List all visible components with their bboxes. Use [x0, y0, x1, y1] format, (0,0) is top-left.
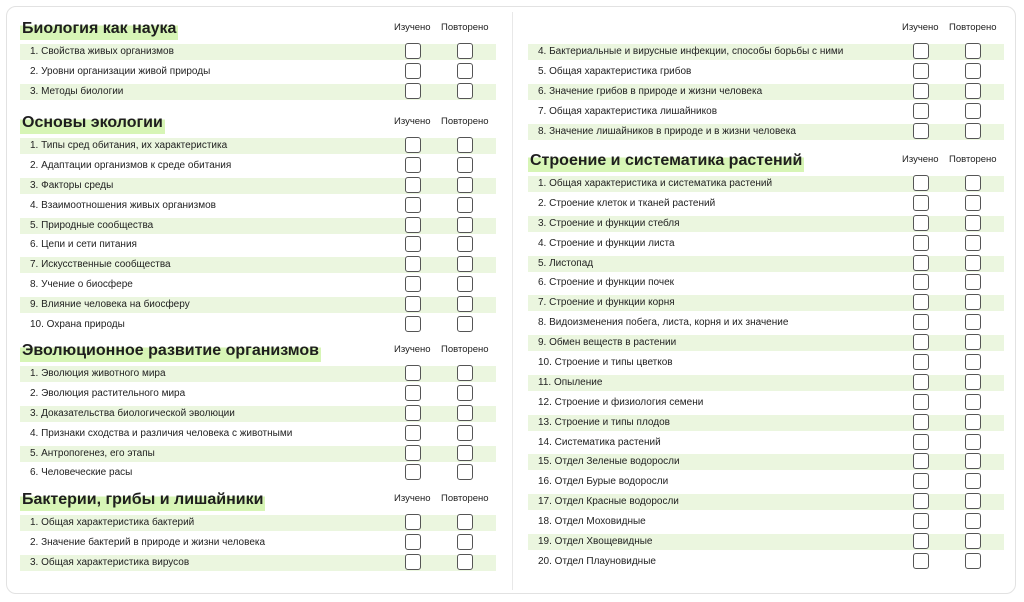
topic-list [20, 513, 496, 573]
topic-list [528, 42, 1004, 141]
topic-row [20, 156, 496, 176]
section-header [20, 489, 496, 513]
topic-list [20, 42, 496, 102]
topic-row [20, 463, 496, 483]
topic-row [528, 433, 1004, 453]
topic-label: 7. Общая характеристика лишайников [538, 105, 718, 117]
topic-row [528, 174, 1004, 194]
topic-row [20, 216, 496, 236]
studied-checkbox[interactable] [913, 394, 929, 410]
topic-row [20, 42, 496, 62]
topic-row [20, 553, 496, 573]
repeated-checkbox[interactable] [965, 533, 981, 549]
repeated-checkbox[interactable] [965, 123, 981, 139]
studied-checkbox[interactable] [913, 493, 929, 509]
repeated-column-label: Повторено [441, 344, 489, 355]
studied-checkbox[interactable] [913, 294, 929, 310]
row-highlight [528, 256, 1004, 272]
repeated-checkbox[interactable] [965, 334, 981, 350]
topic-row [20, 235, 496, 255]
repeated-checkbox[interactable] [965, 235, 981, 251]
studied-column-label: Изучено [394, 22, 431, 33]
studied-checkbox[interactable] [913, 374, 929, 390]
section-title: Эволюционное развитие организмов [20, 340, 321, 362]
topic-label: 12. Строение и физиология семени [538, 396, 704, 408]
studied-checkbox[interactable] [405, 554, 421, 570]
studied-checkbox[interactable] [913, 175, 929, 191]
topic-label: 3. Общая характеристика вирусов [30, 556, 190, 568]
topic-row [528, 62, 1004, 82]
studied-checkbox[interactable] [405, 534, 421, 550]
repeated-checkbox[interactable] [965, 103, 981, 119]
studied-checkbox[interactable] [405, 236, 421, 252]
studied-checkbox[interactable] [405, 365, 421, 381]
topic-row [528, 254, 1004, 274]
topic-row [20, 533, 496, 553]
topic-row [528, 552, 1004, 572]
studied-checkbox[interactable] [405, 197, 421, 213]
studied-checkbox[interactable] [405, 177, 421, 193]
topic-row [528, 234, 1004, 254]
topic-label: 1. Эволюция животного мира [30, 368, 166, 379]
studied-checkbox[interactable] [405, 63, 421, 79]
topic-label: 5. Природные сообщества [30, 219, 154, 231]
topic-list [20, 364, 496, 483]
topic-label: 8. Видоизменения побега, листа, корня и их значение [538, 317, 789, 329]
studied-checkbox[interactable] [405, 157, 421, 173]
studied-checkbox[interactable] [405, 137, 421, 153]
studied-checkbox[interactable] [405, 43, 421, 59]
checklist-section [20, 489, 496, 573]
topic-label: 2. Адаптации организмов к среде обитания [30, 159, 232, 171]
topic-row [20, 295, 496, 315]
repeated-column-label: Повторено [949, 154, 997, 165]
repeated-checkbox[interactable] [457, 217, 473, 233]
section-header [528, 150, 1004, 174]
studied-column-label: Изучено [394, 493, 431, 504]
repeated-checkbox[interactable] [965, 175, 981, 191]
topic-label: 16. Отдел Бурые водоросли [538, 476, 669, 488]
topic-label: 9. Обмен веществ в растении [538, 337, 677, 349]
topic-label: 1. Общая характеристика бактерий [30, 517, 195, 528]
topic-row [528, 313, 1004, 333]
checklist-section [528, 150, 1004, 572]
section-title: Биология как наука [20, 18, 178, 40]
repeated-checkbox[interactable] [457, 43, 473, 59]
topic-label: 4. Взаимоотношения живых организмов [30, 199, 216, 211]
studied-checkbox[interactable] [913, 414, 929, 430]
repeated-checkbox[interactable] [457, 534, 473, 550]
topic-row [528, 82, 1004, 102]
repeated-checkbox[interactable] [965, 83, 981, 99]
topic-row [528, 194, 1004, 214]
repeated-column-label: Повторено [949, 22, 997, 33]
section-header [20, 340, 496, 364]
topic-label: 8. Учение о биосфере [30, 279, 133, 291]
studied-checkbox[interactable] [913, 314, 929, 330]
studied-checkbox[interactable] [913, 43, 929, 59]
topic-row [528, 373, 1004, 393]
repeated-checkbox[interactable] [965, 354, 981, 370]
studied-checkbox[interactable] [405, 425, 421, 441]
repeated-checkbox[interactable] [457, 157, 473, 173]
topic-row [20, 136, 496, 156]
studied-checkbox[interactable] [405, 256, 421, 272]
topic-label: 6. Человеческие расы [30, 467, 133, 479]
topic-row [528, 393, 1004, 413]
repeated-column-label: Повторено [441, 116, 489, 127]
topic-row [528, 492, 1004, 512]
topic-row [528, 472, 1004, 492]
topic-row [528, 102, 1004, 122]
topic-row [20, 444, 496, 464]
studied-checkbox[interactable] [913, 123, 929, 139]
topic-row [20, 255, 496, 275]
section-header [20, 112, 496, 136]
repeated-checkbox[interactable] [457, 63, 473, 79]
topic-row [528, 512, 1004, 532]
studied-checkbox[interactable] [913, 513, 929, 529]
topic-label: 6. Строение и функции почек [538, 277, 675, 289]
repeated-checkbox[interactable] [965, 553, 981, 569]
repeated-checkbox[interactable] [457, 445, 473, 461]
topic-row [528, 333, 1004, 353]
topic-label: 10. Строение и типы цветков [538, 357, 673, 369]
column-divider [512, 12, 513, 590]
section-title: Основы экологии [20, 112, 165, 134]
topic-row [528, 452, 1004, 472]
studied-checkbox[interactable] [405, 514, 421, 530]
repeated-checkbox[interactable] [457, 554, 473, 570]
studied-checkbox[interactable] [913, 274, 929, 290]
topic-label: 14. Систематика растений [538, 436, 661, 448]
studied-checkbox[interactable] [913, 533, 929, 549]
studied-checkbox[interactable] [913, 354, 929, 370]
repeated-checkbox[interactable] [457, 83, 473, 99]
repeated-checkbox[interactable] [457, 425, 473, 441]
topic-label: 17. Отдел Красные водоросли [538, 496, 679, 508]
repeated-checkbox[interactable] [965, 43, 981, 59]
topic-label: 5. Общая характеристика грибов [538, 65, 692, 77]
repeated-checkbox[interactable] [965, 513, 981, 529]
studied-checkbox[interactable] [913, 473, 929, 489]
topic-row [20, 315, 496, 335]
repeated-checkbox[interactable] [457, 236, 473, 252]
studied-column-label: Изучено [394, 344, 431, 355]
repeated-checkbox[interactable] [457, 256, 473, 272]
topic-label: 3. Доказательства биологической эволюции [30, 407, 235, 419]
topic-list [20, 136, 496, 335]
checklist-section [528, 18, 1004, 141]
repeated-checkbox[interactable] [457, 316, 473, 332]
topic-label: 2. Строение клеток и тканей растений [538, 197, 716, 209]
studied-checkbox[interactable] [913, 215, 929, 231]
topic-label: 1. Свойства живых организмов [30, 46, 174, 57]
studied-checkbox[interactable] [913, 453, 929, 469]
studied-checkbox[interactable] [405, 385, 421, 401]
studied-checkbox[interactable] [913, 434, 929, 450]
topic-label: 8. Значение лишайников в природе и в жизни человека [538, 125, 796, 137]
studied-checkbox[interactable] [405, 464, 421, 480]
checklist-section [20, 18, 496, 102]
repeated-checkbox[interactable] [965, 63, 981, 79]
repeated-column-label: Повторено [441, 493, 489, 504]
topic-label: 15. Отдел Зеленые водоросли [538, 456, 680, 468]
topic-row [528, 122, 1004, 142]
section-header [20, 18, 496, 42]
repeated-checkbox[interactable] [965, 493, 981, 509]
topic-row [528, 214, 1004, 234]
section-title: Бактерии, грибы и лишайники [20, 489, 265, 511]
topic-row [20, 196, 496, 216]
topic-label: 19. Отдел Хвощевидные [538, 536, 653, 548]
studied-checkbox[interactable] [405, 296, 421, 312]
repeated-checkbox[interactable] [457, 514, 473, 530]
topic-label: 6. Цепи и сети питания [30, 239, 137, 251]
repeated-checkbox[interactable] [965, 394, 981, 410]
studied-column-label: Изучено [902, 154, 939, 165]
topic-label: 3. Методы биологии [30, 85, 124, 97]
topic-label: 2. Уровни организации живой природы [30, 65, 211, 77]
topic-label: 3. Строение и функции стебля [538, 217, 680, 229]
topic-row [20, 364, 496, 384]
studied-checkbox[interactable] [913, 255, 929, 271]
topic-label: 2. Эволюция растительного мира [30, 387, 186, 399]
repeated-checkbox[interactable] [965, 294, 981, 310]
repeated-checkbox[interactable] [965, 473, 981, 489]
topic-label: 7. Искусственные сообщества [30, 259, 171, 271]
repeated-checkbox[interactable] [965, 453, 981, 469]
studied-checkbox[interactable] [913, 235, 929, 251]
topic-row [528, 293, 1004, 313]
repeated-checkbox[interactable] [457, 464, 473, 480]
repeated-checkbox[interactable] [457, 296, 473, 312]
studied-column-label: Изучено [394, 116, 431, 127]
topic-label: 2. Значение бактерий в природе и жизни человека [30, 536, 266, 548]
checklist-section [20, 340, 496, 483]
topic-label: 13. Строение и типы плодов [538, 416, 670, 428]
repeated-checkbox[interactable] [965, 314, 981, 330]
topic-row [528, 273, 1004, 293]
repeated-checkbox[interactable] [965, 374, 981, 390]
topic-row [528, 353, 1004, 373]
topic-row [528, 42, 1004, 62]
checklist-section [20, 112, 496, 335]
studied-checkbox[interactable] [405, 276, 421, 292]
section-title: Строение и систематика растений [528, 150, 804, 172]
topic-label: 4. Признаки сходства и различия человека с животными [30, 427, 293, 439]
studied-checkbox[interactable] [913, 334, 929, 350]
studied-checkbox[interactable] [913, 103, 929, 119]
topic-row [20, 424, 496, 444]
topic-row [528, 413, 1004, 433]
topic-row [20, 513, 496, 533]
repeated-column-label: Повторено [441, 22, 489, 33]
topic-label: 20. Отдел Плауновидные [538, 555, 656, 567]
studied-checkbox[interactable] [405, 445, 421, 461]
studied-column-label: Изучено [902, 22, 939, 33]
repeated-checkbox[interactable] [965, 195, 981, 211]
repeated-checkbox[interactable] [965, 215, 981, 231]
topic-label: 5. Антропогенез, его этапы [30, 447, 155, 459]
repeated-checkbox[interactable] [457, 276, 473, 292]
topic-row [20, 275, 496, 295]
repeated-checkbox[interactable] [457, 177, 473, 193]
repeated-checkbox[interactable] [457, 197, 473, 213]
topic-label: 3. Факторы среды [30, 179, 114, 191]
studied-checkbox[interactable] [405, 217, 421, 233]
topic-list [528, 174, 1004, 572]
topic-row [20, 62, 496, 82]
topic-row [20, 176, 496, 196]
repeated-checkbox[interactable] [965, 274, 981, 290]
studied-checkbox[interactable] [913, 63, 929, 79]
studied-checkbox[interactable] [405, 83, 421, 99]
repeated-checkbox[interactable] [457, 137, 473, 153]
repeated-checkbox[interactable] [457, 405, 473, 421]
topic-label: 10. Охрана природы [30, 319, 125, 331]
repeated-checkbox[interactable] [965, 414, 981, 430]
repeated-checkbox[interactable] [965, 434, 981, 450]
repeated-checkbox[interactable] [965, 255, 981, 271]
topic-label: 6. Значение грибов в природе и жизни человека [538, 85, 763, 97]
topic-label: 4. Строение и функции листа [538, 237, 675, 249]
repeated-checkbox[interactable] [457, 385, 473, 401]
topic-label: 4. Бактериальные и вирусные инфекции, способы борьбы с ними [538, 46, 844, 57]
topic-label: 11. Опыление [538, 376, 603, 388]
topic-label: 7. Строение и функции корня [538, 297, 675, 309]
topic-label: 1. Типы сред обитания, их характеристика [30, 140, 228, 151]
studied-checkbox[interactable] [913, 553, 929, 569]
studied-checkbox[interactable] [913, 195, 929, 211]
repeated-checkbox[interactable] [457, 365, 473, 381]
topic-row [528, 532, 1004, 552]
studied-checkbox[interactable] [405, 316, 421, 332]
topic-label: 5. Листопад [538, 257, 594, 269]
topic-label: 18. Отдел Моховидные [538, 516, 646, 528]
topic-row [20, 404, 496, 424]
topic-row [20, 82, 496, 102]
topic-label: 9. Влияние человека на биосферу [30, 299, 190, 311]
section-header [528, 18, 1004, 42]
studied-checkbox[interactable] [405, 405, 421, 421]
studied-checkbox[interactable] [913, 83, 929, 99]
topic-label: 1. Общая характеристика и систематика растений [538, 178, 773, 189]
topic-row [20, 384, 496, 404]
